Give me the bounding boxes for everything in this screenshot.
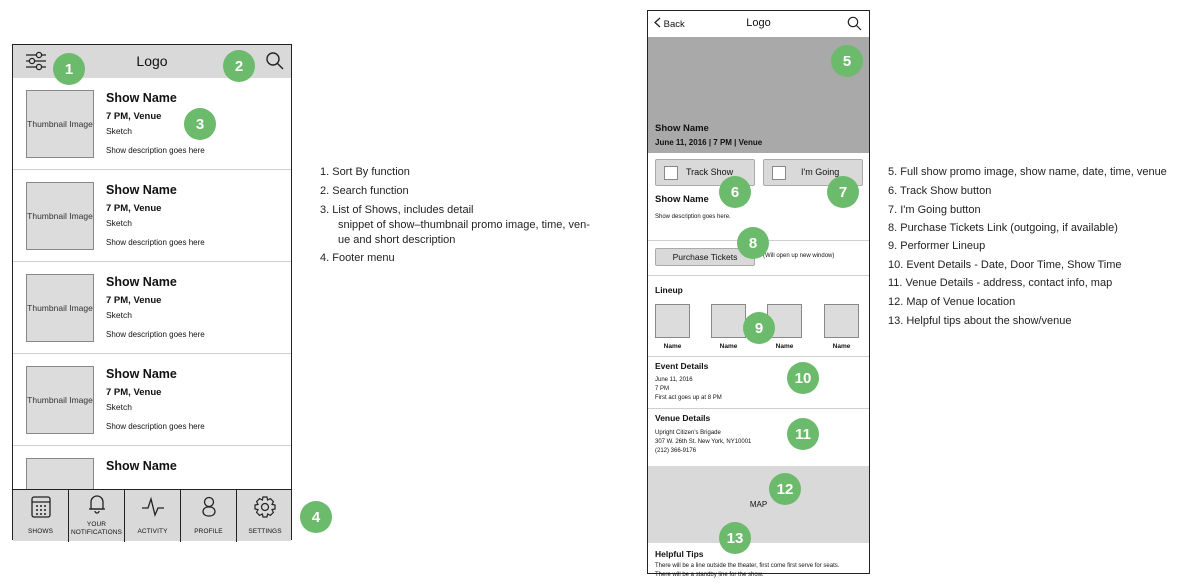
search-icon[interactable] — [847, 16, 862, 31]
event-details-section — [648, 357, 869, 409]
note-line: 9. Performer Lineup — [888, 240, 986, 252]
tab-shows[interactable] — [13, 490, 69, 542]
thumbnail-image: Thumbnail Image — [26, 366, 94, 434]
helpful-tips-section — [648, 543, 869, 578]
tip-line: There will be a standby line for the show. — [655, 572, 764, 578]
note-line: 2. Search function — [320, 185, 409, 197]
tab-settings[interactable] — [237, 490, 293, 542]
venue-map[interactable] — [648, 466, 869, 543]
tab-label: PROFILE — [194, 528, 223, 535]
tab-notifications[interactable] — [69, 490, 125, 542]
show-name: Show Name — [106, 183, 177, 197]
footer-menu — [13, 489, 291, 541]
note-line: 13. Helpful tips about the show/venue — [888, 315, 1072, 327]
show-name: Show Name — [655, 194, 709, 205]
note-line: 10. Event Details - Date, Door Time, Show Time — [888, 259, 1122, 271]
search-icon[interactable] — [265, 51, 285, 71]
person-icon — [201, 496, 217, 518]
purchase-tickets-button[interactable]: Purchase Tickets — [655, 248, 755, 266]
callout-badge: 4 — [300, 501, 332, 533]
checkbox — [772, 166, 786, 180]
callout-badge: 13 — [719, 522, 751, 554]
map-label: MAP — [749, 500, 768, 509]
purchase-note: (Will open up new window) — [763, 253, 835, 259]
thumbnail-image: Thumbnail Image — [26, 90, 94, 158]
top-bar — [648, 11, 869, 37]
show-detail-screen — [647, 10, 870, 578]
callout-badge: 1 — [53, 53, 85, 85]
note-line: 6. Track Show button — [888, 185, 992, 197]
bell-icon — [87, 493, 107, 515]
callout-badge: 6 — [719, 176, 751, 208]
calendar-icon — [31, 496, 51, 518]
note-line: 5. Full show promo image, show name, date, time, venue — [888, 166, 1167, 178]
tips-title: Helpful Tips — [655, 549, 704, 559]
show-genre: Sketch — [106, 218, 132, 228]
promo-show-name: Show Name — [655, 123, 709, 134]
venue-address: 307 W. 26th St. New York, NY10001 — [655, 439, 752, 445]
callout-badge: 12 — [769, 473, 801, 505]
event-date: June 11, 2016 — [655, 377, 693, 383]
thumbnail-image: Thumbnail Image — [26, 182, 94, 250]
tab-profile[interactable] — [181, 490, 237, 542]
show-description: Show description goes here — [106, 146, 205, 155]
note-line: 11. Venue Details - address, contact info, map — [888, 277, 1113, 289]
performer-image[interactable] — [824, 304, 859, 338]
im-going-label: I'm Going — [801, 167, 840, 177]
tab-activity[interactable] — [125, 490, 181, 542]
show-time: 7 PM, Venue — [106, 111, 162, 122]
show-description: Show description goes here — [106, 238, 205, 247]
list-item[interactable] — [13, 354, 291, 446]
show-time: 7 PM, Venue — [106, 295, 162, 306]
logo: Logo — [746, 17, 771, 29]
track-show-label: Track Show — [686, 167, 734, 177]
callout-badge: 7 — [827, 176, 859, 208]
show-genre: Sketch — [106, 402, 132, 412]
show-name: Show Name — [106, 275, 177, 289]
show-name: Show Name — [106, 459, 177, 473]
show-time: 7 PM, Venue — [106, 387, 162, 398]
tab-label: ACTIVITY — [137, 528, 168, 535]
callout-badge: 2 — [223, 50, 255, 82]
callout-badge: 11 — [787, 418, 819, 450]
list-item[interactable] — [13, 78, 291, 170]
note-line: ue and short description — [338, 234, 456, 246]
note-line: 12. Map of Venue location — [888, 296, 1016, 308]
callout-badge: 9 — [743, 312, 775, 344]
checkbox — [664, 166, 678, 180]
note-line: snippet of show–thumbnail promo image, time, ven- — [338, 219, 590, 231]
list-item[interactable] — [13, 262, 291, 354]
gear-icon — [254, 496, 276, 518]
callout-badge: 10 — [787, 362, 819, 394]
thumbnail-image: Thumbnail Image — [26, 274, 94, 342]
tab-label: SHOWS — [27, 528, 54, 535]
tab-label: SETTINGS — [248, 528, 282, 535]
venue-name: Upright Citizen's Brigade — [655, 430, 721, 436]
list-item[interactable] — [13, 170, 291, 262]
show-name: Show Name — [106, 91, 177, 105]
event-time: 7 PM — [655, 386, 670, 392]
venue-title: Venue Details — [655, 413, 711, 423]
performer-name: Name — [719, 343, 738, 350]
venue-phone: (212) 366-9176 — [655, 448, 697, 454]
callout-badge: 3 — [184, 108, 216, 140]
callout-badge: 8 — [737, 227, 769, 259]
show-time: 7 PM, Venue — [106, 203, 162, 214]
show-name: Show Name — [106, 367, 177, 381]
note-line: 4. Footer menu — [320, 252, 395, 264]
note-line: 8. Purchase Tickets Link (outgoing, if available) — [888, 222, 1118, 234]
show-list-screen — [12, 44, 292, 540]
pulse-icon — [141, 496, 165, 518]
venue-details-section — [648, 409, 869, 466]
note-line: 3. List of Shows, includes detail — [320, 204, 474, 216]
show-genre: Sketch — [106, 126, 132, 136]
show-description: Show description goes here. — [655, 214, 731, 220]
tab-label: YOUR NOTIFICATIONS — [70, 521, 122, 536]
note-line: 7. I'm Going button — [888, 204, 981, 216]
promo-meta: June 11, 2016 | 7 PM | Venue — [655, 138, 763, 147]
back-label: Back — [663, 19, 685, 30]
performer-image[interactable] — [655, 304, 690, 338]
performer-name: Name — [663, 343, 682, 350]
performer-name: Name — [832, 343, 851, 350]
show-description: Show description goes here — [106, 330, 205, 339]
performer-image[interactable] — [711, 304, 746, 338]
performer-name: Name — [775, 343, 794, 350]
note-line: 1. Sort By function — [320, 166, 410, 178]
callout-badge: 5 — [831, 45, 863, 77]
tip-line: There will be a line outside the theater, first come first serve for seats. — [655, 563, 840, 569]
logo: Logo — [136, 53, 168, 69]
event-title: Event Details — [655, 361, 709, 371]
show-genre: Sketch — [106, 310, 132, 320]
event-note: First act goes up at 8 PM — [655, 395, 722, 401]
show-description: Show description goes here — [106, 422, 205, 431]
lineup-title: Lineup — [655, 285, 683, 295]
